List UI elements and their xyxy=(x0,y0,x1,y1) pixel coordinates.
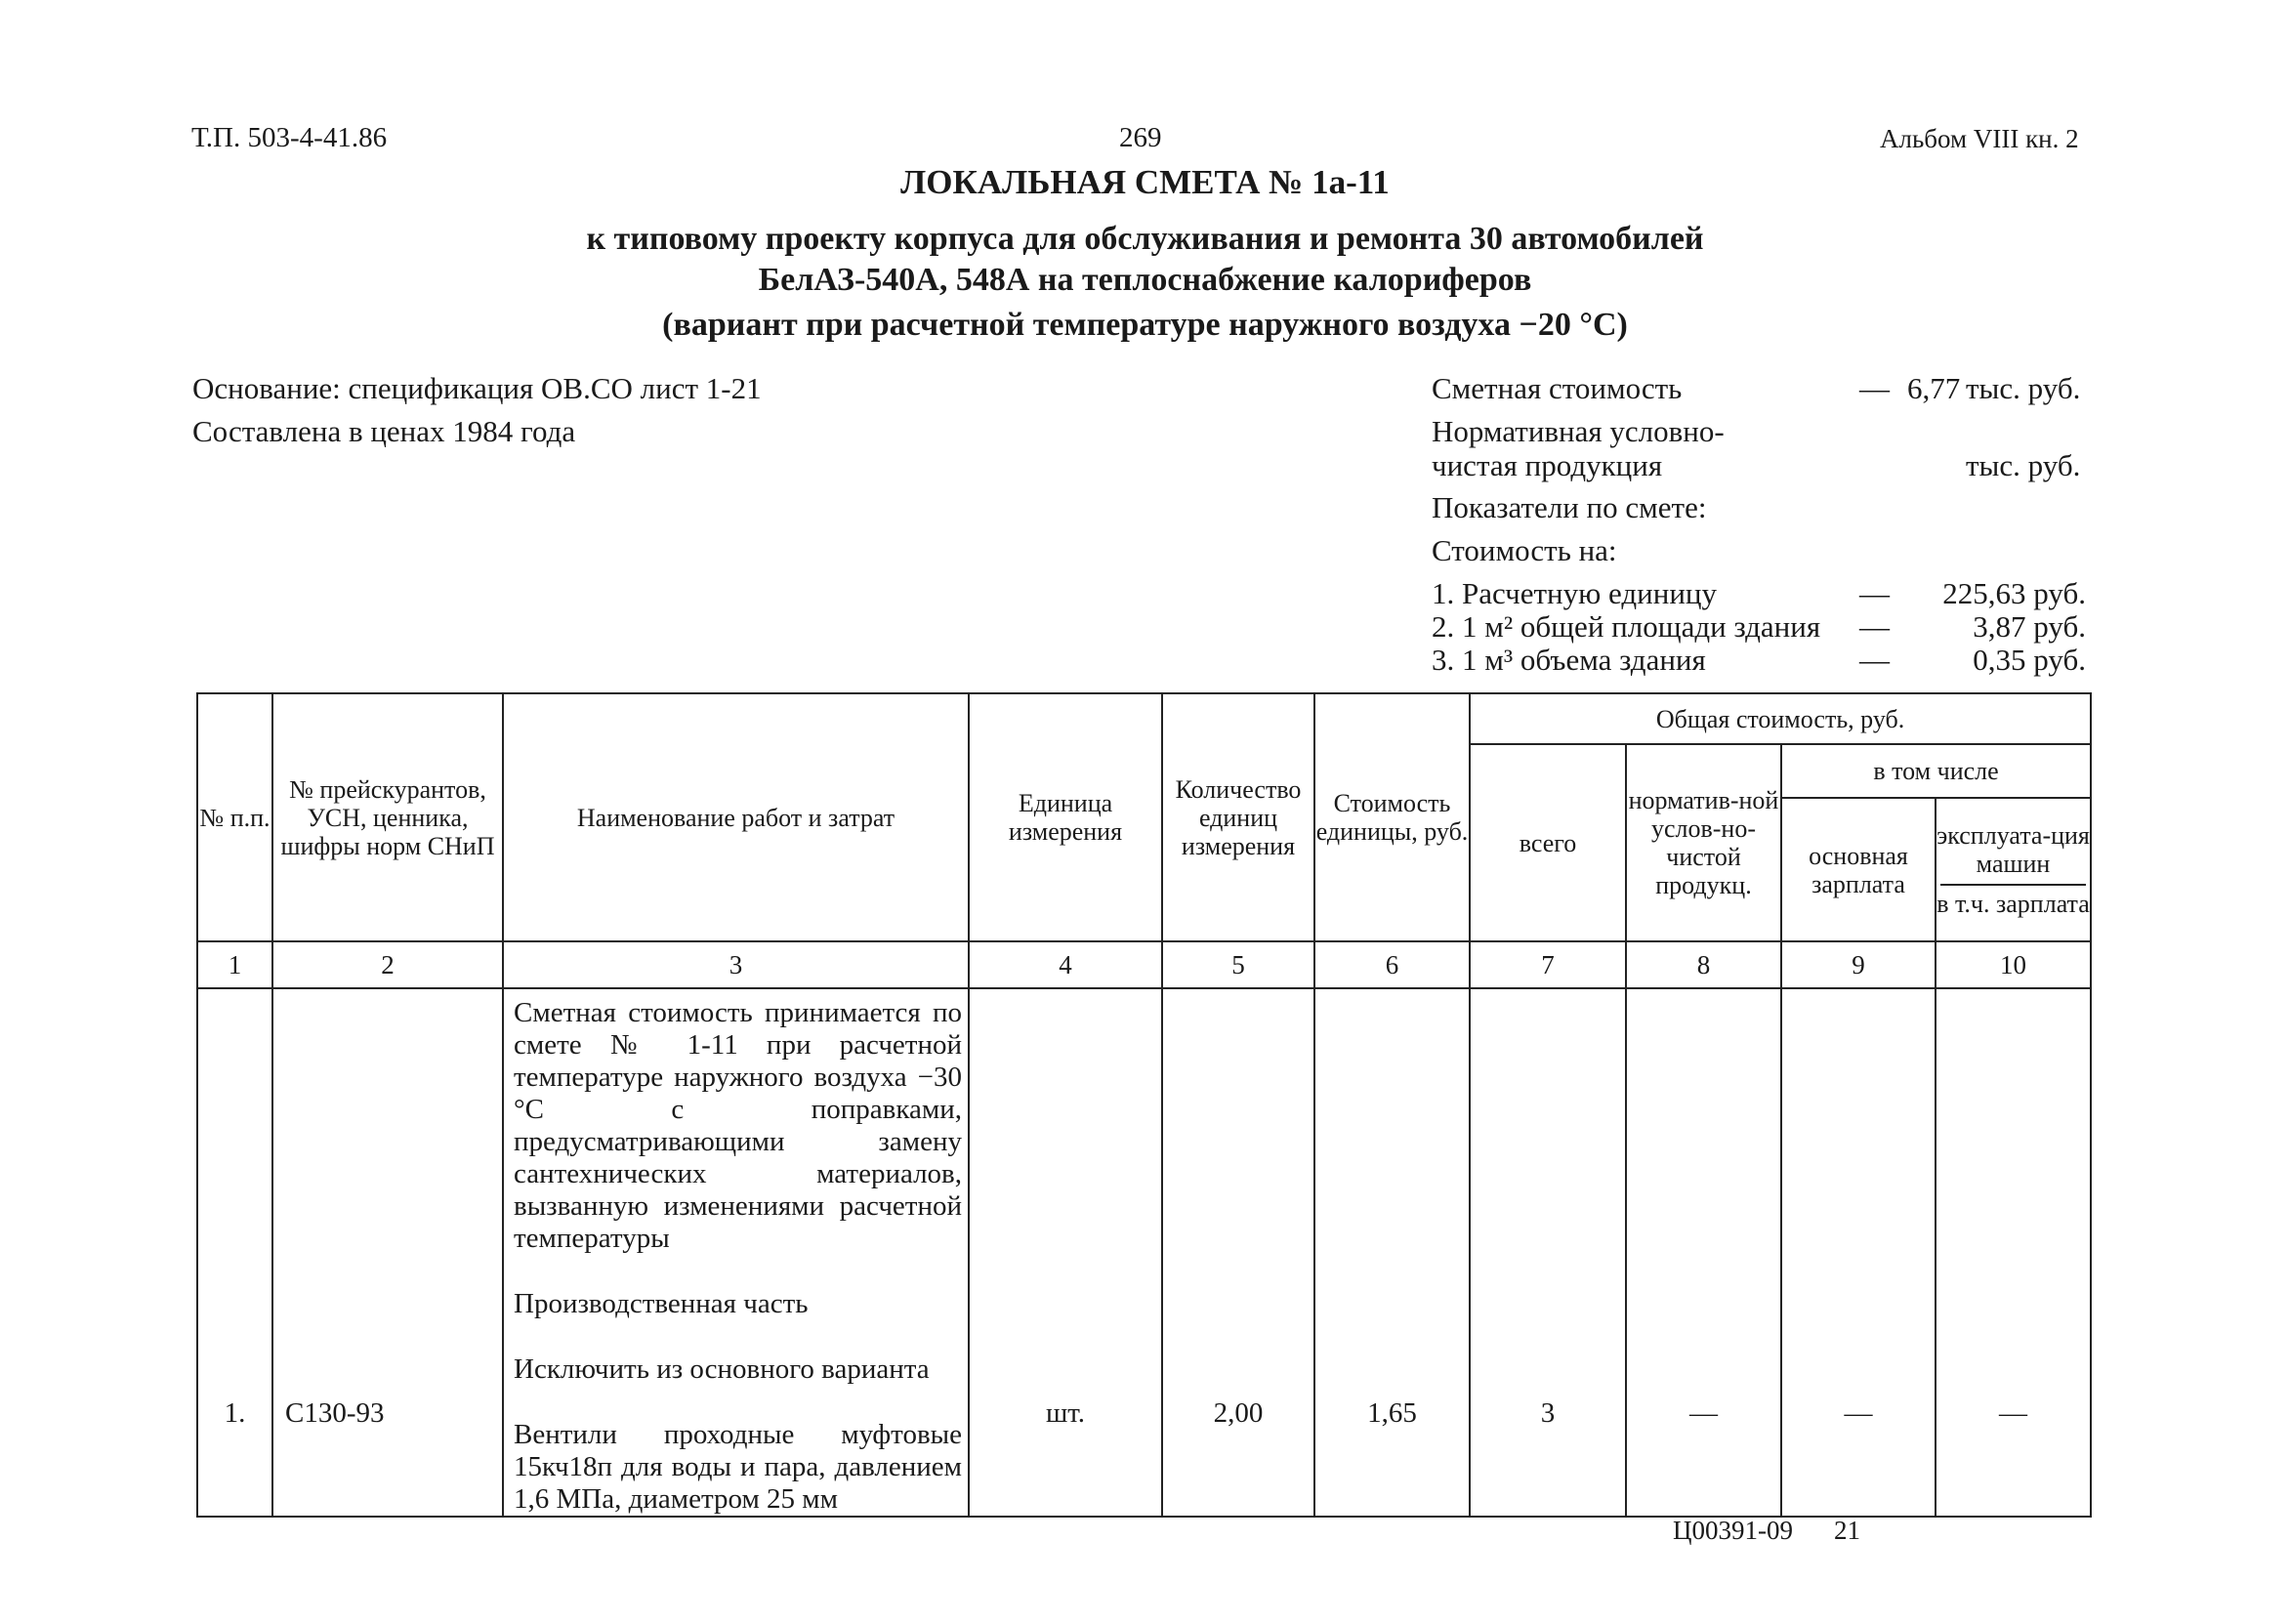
norm-product-unit: тыс. руб. xyxy=(1966,448,2081,482)
row-unit: шт. xyxy=(1045,1397,1086,1429)
estimate-subtitle-2: БелАЗ-540А, 548А на теплоснабжение калориферов xyxy=(758,262,1532,298)
column-number: 7 xyxy=(1470,941,1626,988)
page-number: 269 xyxy=(1119,122,1162,153)
col-header-unit: Единица измерения xyxy=(969,693,1162,941)
col-header-machines-sub: в т.ч. зарплата xyxy=(1936,890,2090,918)
col-header-unit-cost: Стоимость единицы, руб. xyxy=(1314,693,1470,941)
description-section: Производственная часть xyxy=(514,1288,809,1319)
indicator-2-label: 2. 1 м² общей площади здания xyxy=(1432,609,1821,644)
column-number: 5 xyxy=(1162,941,1314,988)
column-number: 3 xyxy=(503,941,969,988)
col-header-name: Наименование работ и затрат xyxy=(503,693,969,941)
estimate-cost-value: 6,77 xyxy=(1907,371,1961,405)
norm-product-label-1: Нормативная условно- xyxy=(1432,414,1725,448)
indicator-2-value: 3,87 руб. xyxy=(1973,609,2086,644)
estimate-cost-dash: — xyxy=(1859,371,1890,405)
album-label: Альбом VIII кн. 2 xyxy=(1880,124,2079,153)
indicator-2-dash: — xyxy=(1859,609,1890,644)
basis-line: Основание: спецификация ОВ.СО лист 1-21 xyxy=(192,371,762,405)
col-header-machines-label: эксплуата-ция машин xyxy=(1936,821,2090,878)
row-norm: — xyxy=(1689,1397,1718,1429)
row-num: 1. xyxy=(224,1397,246,1429)
row-machines: — xyxy=(1999,1397,2028,1429)
column-number: 9 xyxy=(1781,941,1936,988)
footer-sheet: 21 xyxy=(1834,1516,1860,1545)
indicators-label: Показатели по смете: xyxy=(1432,490,1707,524)
estimate-subtitle-1: к типовому проекту корпуса для обслуживания и ремонта 30 автомобилей xyxy=(586,221,1704,257)
col-header-total-group: Общая стоимость, руб. xyxy=(1470,693,2091,744)
col-header-including: в том числе xyxy=(1781,744,2091,798)
indicator-1-label: 1. Расчетную единицу xyxy=(1432,576,1718,610)
description-exclude: Исключить из основного варианта xyxy=(514,1353,930,1385)
column-number: 2 xyxy=(272,941,503,988)
col-header-salary: основная зарплата xyxy=(1781,798,1936,941)
project-code: Т.П. 503-4-41.86 xyxy=(191,122,388,153)
row-code: С130-93 xyxy=(285,1397,385,1429)
column-number: 1 xyxy=(197,941,272,988)
estimate-cost-unit: тыс. руб. xyxy=(1966,371,2081,405)
row-name: Вентили проходные муфтовые 15кч18п для воды и пара, давлением 1,6 МПа, диаметром 25 мм xyxy=(514,1419,962,1515)
col-header-norm: норматив-ной услов-но-чистой продукц. xyxy=(1626,744,1781,941)
column-number: 10 xyxy=(1936,941,2091,988)
row-description xyxy=(504,989,968,1516)
cost-on-label: Стоимость на: xyxy=(1432,533,1617,567)
estimate-title: ЛОКАЛЬНАЯ СМЕТА № 1а-11 xyxy=(900,163,1390,201)
row-salary: — xyxy=(1844,1397,1873,1429)
prices-line: Составлена в ценах 1984 года xyxy=(192,414,576,448)
col-header-qty: Количество единиц измерения xyxy=(1162,693,1314,941)
estimate-cost-label: Сметная стоимость xyxy=(1432,371,1683,405)
estimate-table xyxy=(196,692,2092,1518)
indicator-3-dash: — xyxy=(1859,643,1890,677)
norm-product-label-2: чистая продукция xyxy=(1432,448,1663,482)
column-number: 6 xyxy=(1314,941,1470,988)
table-row xyxy=(197,988,2091,1517)
col-header-code: № прейскурантов, УСН, ценника, шифры норм СНиП xyxy=(272,693,503,941)
col-header-num: № п.п. xyxy=(197,693,272,941)
column-numbers-row xyxy=(197,941,2091,988)
row-qty: 2,00 xyxy=(1213,1397,1264,1429)
description-intro: Сметная стоимость принимается по смете № 1-11 при расчетной температуре наружного воздуха −30 °С с поправками, предусматривающими замену сантехнических материалов, вызванную изменениями расчетной температуры xyxy=(514,997,962,1254)
estimate-subtitle-3: (вариант при расчетной температуре наружного воздуха −20 °С) xyxy=(662,307,1628,343)
row-unit-cost: 1,65 xyxy=(1367,1397,1417,1429)
indicator-3-label: 3. 1 м³ объема здания xyxy=(1432,643,1706,677)
column-number: 4 xyxy=(969,941,1162,988)
col-header-total: всего xyxy=(1470,744,1626,941)
indicator-1-dash: — xyxy=(1859,576,1890,610)
column-number: 8 xyxy=(1626,941,1781,988)
col-header-machines xyxy=(1936,798,2091,941)
footer-code: Ц00391-09 xyxy=(1673,1516,1793,1545)
indicator-3-value: 0,35 руб. xyxy=(1973,643,2086,677)
indicator-1-value: 225,63 руб. xyxy=(1942,576,2086,610)
row-total: 3 xyxy=(1540,1397,1556,1429)
